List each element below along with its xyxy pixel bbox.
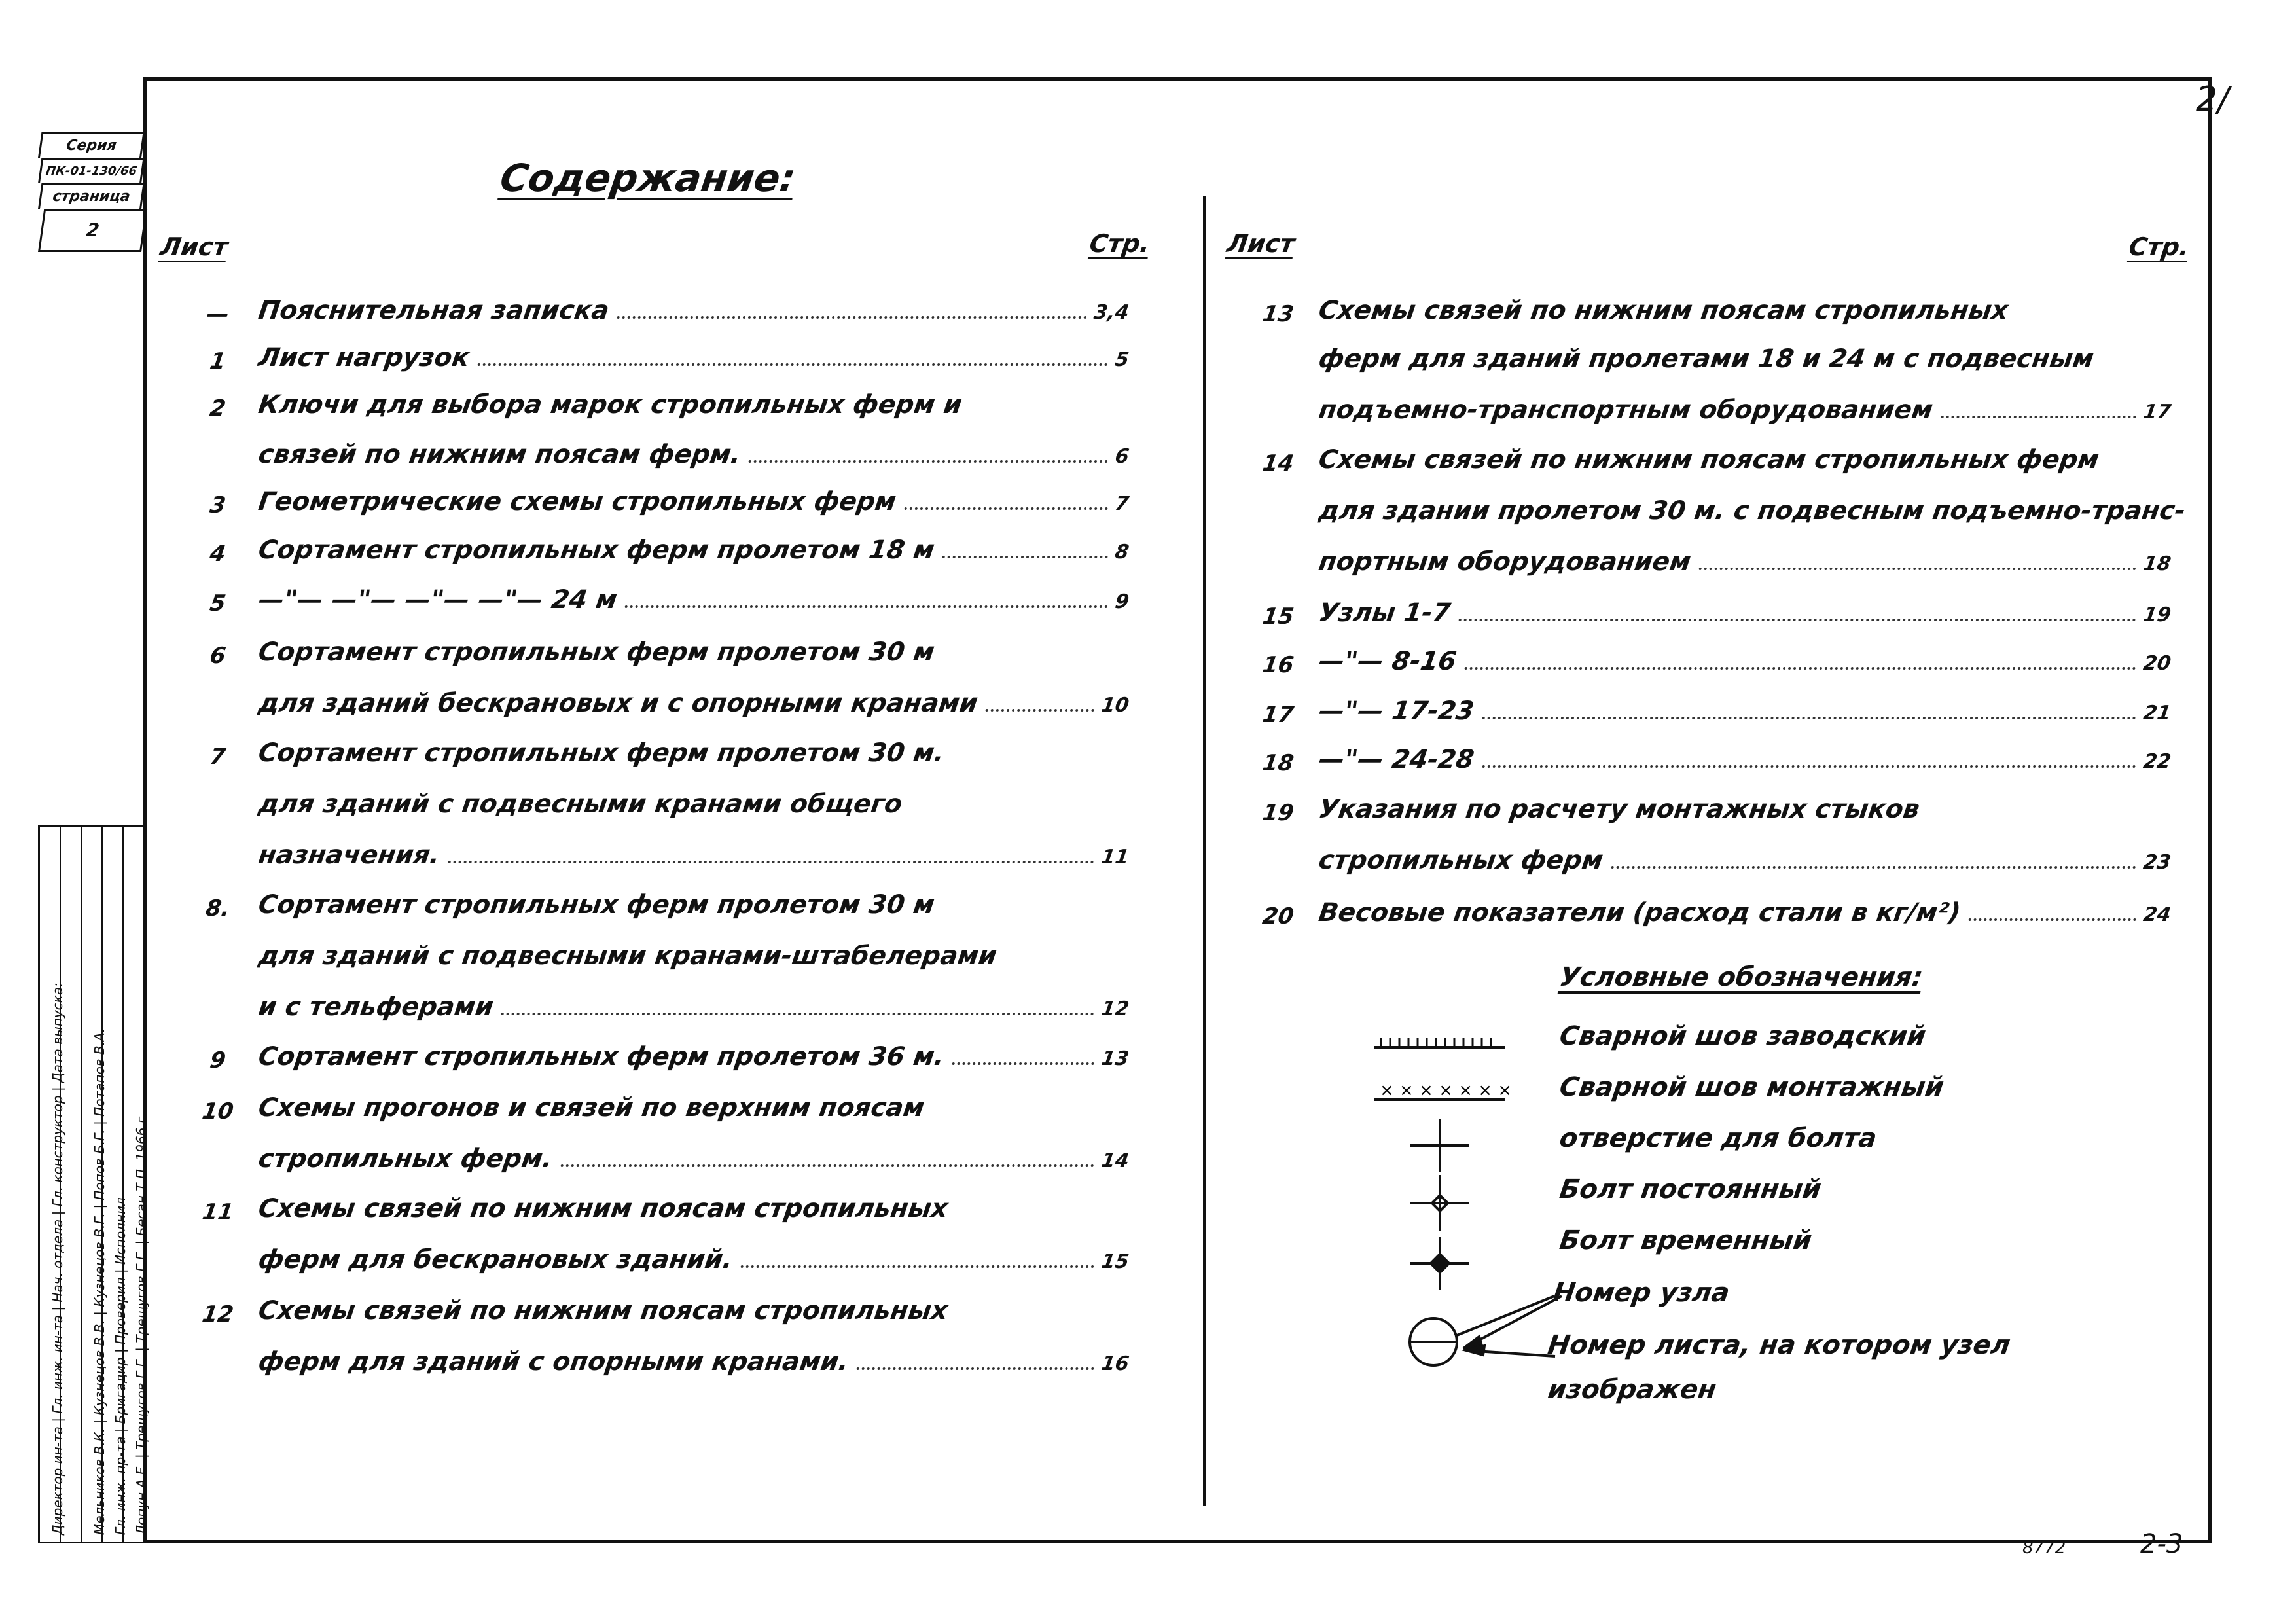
- toc-entry: [257, 689, 1131, 718]
- toc-row: [196, 933, 1127, 984]
- toc-row: [1257, 590, 2173, 639]
- toc-entry: [257, 390, 964, 420]
- toc-entry: [1317, 795, 1922, 824]
- toc-page-number: 3,4: [1092, 301, 1131, 324]
- toc-entry-text: портным оборудованием: [1317, 547, 1693, 577]
- toc-leader-dots: [448, 861, 1094, 863]
- toc-entry-text: назначения.: [257, 840, 442, 870]
- toc-entry: [257, 1093, 926, 1123]
- toc-entry-text: подъемно-транспортным оборудованием: [1317, 395, 1935, 425]
- page-value: 2: [38, 209, 147, 252]
- toc-sheet-number: 20: [1261, 903, 1296, 929]
- toc-entry: [1317, 745, 2173, 774]
- toc-entry: [257, 789, 904, 819]
- toc-leader-dots: [740, 1265, 1094, 1268]
- toc-sheet-number: 5: [208, 590, 228, 617]
- toc-page-number: 5: [1113, 348, 1131, 371]
- toc-entry: [257, 890, 937, 920]
- toc-sheet-number: 3: [208, 492, 228, 518]
- toc-entry-text: ферм для зданий с опорными кранами.: [257, 1347, 851, 1377]
- bolt-temporary-icon: [1410, 1237, 1469, 1290]
- toc-row: [196, 382, 1127, 432]
- toc-page-number: 9: [1113, 590, 1131, 613]
- toc-entry-text: Сортамент стропильных ферм пролетом 30 м: [257, 890, 937, 920]
- legend-sheet-number-label: Номер листа, на котором узел: [1546, 1330, 2013, 1360]
- toc-entry: [257, 1042, 1131, 1072]
- toc-entry: [1317, 445, 2101, 475]
- toc-leader-dots: [617, 316, 1087, 319]
- toc-sheet-number: 4: [208, 541, 228, 567]
- toc-leader-dots: [952, 1062, 1095, 1065]
- toc-page-number: 12: [1100, 998, 1131, 1020]
- toc-entry: [257, 638, 937, 667]
- toc-sheet-number: 17: [1261, 702, 1296, 728]
- toc-entry-text: Схемы связей по нижним поясам стропильных: [1317, 296, 2011, 325]
- toc-sheet-number: 15: [1261, 604, 1296, 630]
- toc-page-number: 6: [1113, 445, 1131, 468]
- toc-entry: [1317, 547, 2173, 577]
- toc-entry: [257, 840, 1131, 870]
- toc-row: [1257, 838, 2173, 890]
- toc-entry: [1317, 696, 2173, 726]
- toc-sheet-number: 7: [208, 744, 228, 770]
- toc-leader-dots: [477, 363, 1108, 366]
- toc-sheet-number: 2: [208, 395, 228, 422]
- legend-weld-factory-label: Сварной шов заводский: [1558, 1021, 1928, 1051]
- toc-sheet-number: 16: [1261, 652, 1296, 678]
- toc-row: [1257, 639, 2173, 689]
- toc-leader-dots: [1941, 416, 2136, 418]
- left-sheet-header: Лист: [158, 232, 230, 261]
- toc-row: [196, 833, 1131, 882]
- series-value: ПК-01-130/66: [38, 158, 145, 183]
- toc-entry: [1317, 296, 2010, 325]
- toc-row: [196, 630, 1127, 681]
- legend-bolt-hole-label: отверстие для болта: [1558, 1123, 1879, 1153]
- side-col-names-2: [124, 827, 149, 1542]
- side-col-signatures-1: [61, 827, 82, 1542]
- toc-entry: [257, 440, 1131, 469]
- toc-leader-dots: [1611, 866, 2136, 869]
- toc-row: [1257, 539, 2173, 590]
- toc-right: [1257, 288, 2188, 940]
- toc-entry: [257, 738, 946, 768]
- toc-row: [1257, 890, 2173, 940]
- toc-left: [196, 288, 1131, 1390]
- toc-row: [196, 1237, 1131, 1288]
- toc-row: [196, 1136, 1131, 1186]
- toc-entry: [257, 1144, 1131, 1174]
- toc-leader-dots: [560, 1164, 1094, 1167]
- toc-entry: [257, 487, 1131, 516]
- toc-row: [196, 782, 1127, 833]
- side-col-roles-2: [103, 827, 128, 1542]
- legend-weld-site-label: Сварной шов монтажный: [1558, 1072, 1946, 1102]
- toc-entry-text: Ключи для выбора марок стропильных ферм и: [257, 390, 964, 420]
- toc-row: [196, 681, 1131, 731]
- toc-page-number: 8: [1113, 541, 1131, 564]
- toc-leader-dots: [1482, 717, 2136, 719]
- toc-entry-text: Узлы 1-7: [1317, 598, 1452, 628]
- legend-node-number-label: Номер узла: [1551, 1278, 1732, 1308]
- page-label: страница: [38, 183, 145, 209]
- toc-sheet-number: 18: [1261, 750, 1296, 776]
- toc-entry: [257, 296, 1131, 325]
- toc-leader-dots: [1458, 619, 2136, 621]
- toc-leader-dots: [986, 709, 1094, 712]
- toc-entry-text: Пояснительная записка: [257, 296, 611, 325]
- toc-entry: [257, 1245, 1131, 1274]
- side-roles: Директор ин-та | Гл. инж. ин-та | Нач. отдела | Гл. конструктор | Дата выпуска:: [50, 983, 65, 1535]
- toc-page-number: 17: [2142, 401, 2173, 424]
- toc-row: [1257, 488, 2188, 539]
- toc-entry-text: для зданий бескрановых и с опорными кранами: [257, 689, 980, 718]
- toc-page-number: 21: [2142, 702, 2173, 725]
- toc-sheet-number: 11: [200, 1199, 236, 1225]
- corner-mark: 2/: [2196, 80, 2229, 119]
- left-page-header: Стр.: [1088, 229, 1152, 258]
- toc-row: [196, 479, 1131, 528]
- toc-entry: [1317, 647, 2173, 676]
- toc-entry-text: Сортамент стропильных ферм пролетом 36 м.: [257, 1042, 946, 1072]
- toc-sheet-number: 14: [1261, 450, 1296, 477]
- toc-entry-text: —"— 24-28: [1317, 745, 1476, 774]
- toc-row: [196, 528, 1131, 577]
- toc-leader-dots: [942, 556, 1108, 558]
- toc-page-number: 19: [2142, 604, 2173, 626]
- toc-row: [196, 1034, 1131, 1085]
- toc-row: [196, 1085, 1127, 1136]
- toc-entry-text: и с тельферами: [257, 992, 495, 1022]
- toc-sheet-number: 6: [208, 643, 228, 669]
- toc-entry: [257, 1194, 950, 1223]
- toc-entry-text: Схемы связей по нижним поясам стропильных: [257, 1194, 950, 1223]
- toc-row: [196, 1186, 1127, 1237]
- toc-entry-text: для здании пролетом 30 м. с подвесным подъемно-транс-: [1317, 496, 2188, 526]
- toc-row: [196, 882, 1127, 933]
- toc-entry-text: ферм для бескрановых зданий.: [257, 1245, 735, 1274]
- toc-row: [1257, 336, 2169, 388]
- toc-row: [1257, 737, 2173, 787]
- toc-page-number: 11: [1100, 846, 1131, 869]
- svg-text:× × × × × × ×: × × × × × × ×: [1380, 1081, 1513, 1100]
- toc-row: [1257, 437, 2169, 488]
- side-roles-2: Гл. инж. пр-та | Бригадир | Проверил | Исполнил: [113, 1197, 128, 1535]
- toc-page-number: 24: [2142, 903, 2173, 926]
- toc-sheet-number: 19: [1261, 800, 1296, 826]
- toc-entry: [257, 1296, 950, 1326]
- toc-leader-dots: [749, 460, 1108, 463]
- weld-site-icon: [1374, 1081, 1512, 1100]
- toc-entry: [257, 941, 999, 971]
- toc-sheet-number: 9: [208, 1047, 228, 1074]
- weld-factory-icon: [1374, 1038, 1505, 1047]
- side-col-names: [82, 827, 107, 1542]
- bolt-permanent-icon: [1410, 1175, 1469, 1231]
- toc-entry-text: Сортамент стропильных ферм пролетом 18 м: [257, 535, 937, 565]
- toc-sheet-number: 1: [208, 348, 228, 374]
- legend-title: Условные обозначения:: [1558, 962, 1925, 992]
- toc-page-number: 22: [2142, 750, 2173, 773]
- toc-row: [1257, 388, 2173, 437]
- toc-row: [1257, 288, 2169, 336]
- toc-row: [196, 731, 1127, 782]
- sheet-code: 8772: [2022, 1538, 2066, 1558]
- toc-entry-text: Лист нагрузок: [257, 343, 472, 372]
- toc-entry-text: Схемы связей по нижним поясам стропильных ферм: [1317, 445, 2101, 475]
- toc-leader-dots: [904, 507, 1108, 510]
- legend-bolt-temporary-label: Болт временный: [1558, 1225, 1814, 1255]
- bolt-hole-icon: [1410, 1119, 1469, 1172]
- toc-entry: [1317, 846, 2173, 875]
- right-page-header: Стр.: [2127, 232, 2191, 261]
- side-col-roles: [40, 827, 65, 1542]
- toc-entry-text: связей по нижним поясам ферм.: [257, 440, 743, 469]
- toc-entry-text: —"— 8-16: [1317, 647, 1458, 676]
- toc-entry-text: для зданий с подвесными кранами общего: [257, 789, 905, 819]
- toc-page-number: 13: [1100, 1047, 1131, 1070]
- toc-entry-text: —"— —"— —"— —"— 24 м: [257, 585, 619, 615]
- toc-entry: [1317, 598, 2173, 628]
- toc-entry-text: Схемы связей по нижним поясам стропильных: [257, 1296, 950, 1326]
- toc-entry-text: Сортамент стропильных ферм пролетом 30 м.: [257, 738, 946, 768]
- toc-entry-text: для зданий с подвесными кранами-штабелерами: [257, 941, 999, 971]
- toc-row: [196, 432, 1131, 479]
- page-title: Содержание:: [497, 156, 798, 200]
- series-label: Серия: [38, 132, 145, 158]
- column-divider: [1203, 196, 1206, 1506]
- toc-page-number: 7: [1113, 492, 1131, 515]
- toc-sheet-number: —: [205, 301, 231, 327]
- toc-entry: [1317, 898, 2173, 928]
- toc-row: [196, 335, 1131, 382]
- side-names: Мельников В.К. | Кузнецов В.В. | Кузнецов В.Г. | Попов Б.Г. | Потапов В.А.: [92, 1028, 107, 1535]
- toc-page-number: 18: [2142, 552, 2173, 575]
- toc-entry: [257, 535, 1131, 565]
- approval-side-table: [38, 825, 149, 1543]
- toc-entry: [1317, 344, 2096, 374]
- toc-leader-dots: [856, 1367, 1094, 1370]
- side-names-2: Лопун А.Е. | Трещугов Г.Г. | Трещугов Г.Г. | Бесан Т.П. 1966 г.: [134, 1112, 149, 1535]
- toc-entry: [257, 585, 1131, 615]
- toc-page-number: 23: [2142, 851, 2173, 874]
- toc-entry-text: —"— 17-23: [1317, 696, 1476, 726]
- toc-page-number: 20: [2142, 652, 2173, 675]
- toc-page-number: 14: [1100, 1149, 1131, 1172]
- toc-entry-text: стропильных ферм: [1317, 846, 1605, 875]
- toc-row: [1257, 787, 2169, 838]
- toc-leader-dots: [1698, 568, 2136, 570]
- right-sheet-header: Лист: [1225, 229, 1297, 258]
- toc-entry: [1317, 395, 2173, 425]
- toc-entry-text: стропильных ферм.: [257, 1144, 554, 1174]
- toc-sheet-number: 10: [200, 1098, 236, 1125]
- toc-row: [1257, 689, 2173, 737]
- toc-page-number: 10: [1100, 694, 1131, 717]
- toc-sheet-number: 8.: [204, 895, 232, 922]
- legend-symbols: [1374, 1028, 1513, 1420]
- toc-entry: [257, 343, 1131, 372]
- sheet-number: 2-3: [2140, 1529, 2183, 1559]
- toc-entry-text: Схемы прогонов и связей по верхним поясам: [257, 1093, 927, 1123]
- toc-row: [196, 577, 1131, 630]
- toc-entry-text: ферм для зданий пролетами 18 и 24 м с подвесным: [1317, 344, 2096, 374]
- toc-row: [196, 1288, 1127, 1339]
- series-stamp: [38, 132, 141, 252]
- toc-row: [196, 984, 1131, 1034]
- toc-leader-dots: [1482, 765, 2136, 768]
- toc-entry-text: Весовые показатели (расход стали в кг/м²): [1317, 898, 1963, 928]
- toc-row: [196, 1339, 1131, 1390]
- toc-entry-text: Геометрические схемы стропильных ферм: [257, 487, 899, 516]
- toc-leader-dots: [1968, 918, 2136, 921]
- toc-entry-text: Указания по расчету монтажных стыков: [1317, 795, 1922, 824]
- toc-entry: [257, 992, 1131, 1022]
- toc-leader-dots: [501, 1013, 1094, 1015]
- toc-sheet-number: 12: [200, 1301, 236, 1327]
- toc-sheet-number: 13: [1261, 301, 1296, 327]
- toc-entry: [257, 1347, 1131, 1377]
- legend-sheet-number-label-2: изображен: [1546, 1375, 1719, 1405]
- toc-page-number: 15: [1100, 1250, 1131, 1273]
- toc-entry: [1317, 496, 2187, 526]
- toc-row: [196, 288, 1131, 335]
- toc-leader-dots: [1464, 667, 2136, 670]
- toc-leader-dots: [625, 605, 1108, 608]
- toc-entry-text: Сортамент стропильных ферм пролетом 30 м: [257, 638, 937, 667]
- toc-page-number: 16: [1100, 1352, 1131, 1375]
- legend-bolt-permanent-label: Болт постоянный: [1558, 1174, 1823, 1204]
